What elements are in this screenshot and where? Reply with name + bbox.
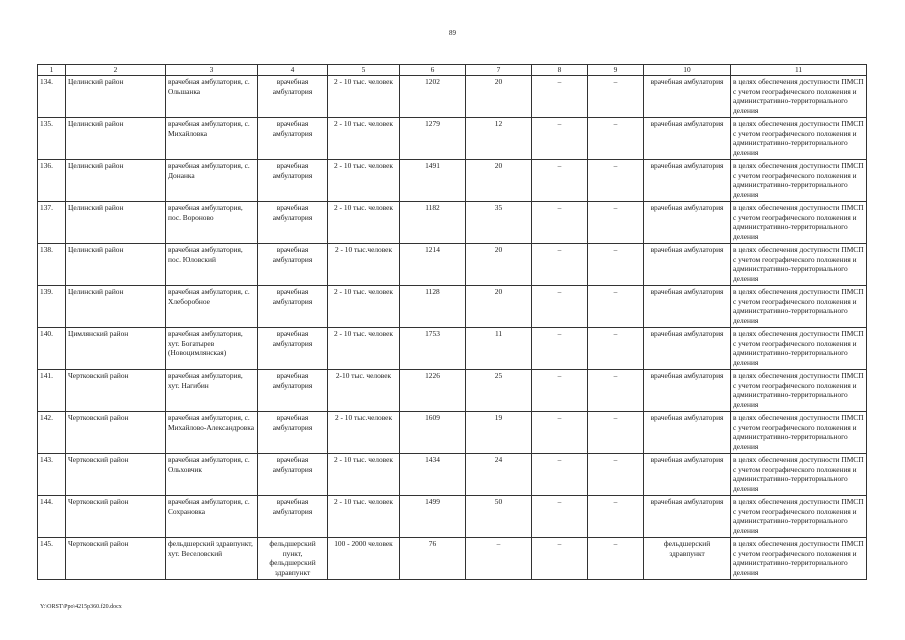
table-row <box>38 118 867 160</box>
dash-cell: – <box>588 244 644 286</box>
value-cell: 20 <box>466 160 532 202</box>
row-number: 142. <box>38 412 66 454</box>
row-number: 136. <box>38 160 66 202</box>
column-header: 9 <box>588 65 644 76</box>
facility-type-cell: врачебная амбулатория <box>258 244 328 286</box>
facility-type-cell: врачебная амбулатория <box>258 160 328 202</box>
dash-cell: – <box>588 454 644 496</box>
dash-cell: – <box>532 412 588 454</box>
row-number: 144. <box>38 496 66 538</box>
justification-cell: в целях обеспечения доступности ПМСП с учетом географического положения и административно-территориального деления <box>731 370 867 412</box>
facility-cell: врачебная амбулатория, с. Ольховчик <box>166 454 258 496</box>
facility-type-cell: врачебная амбулатория <box>258 454 328 496</box>
value-cell: 76 <box>400 538 466 580</box>
facility-cell: фельдшерский здравпункт, хут. Веселовский <box>166 538 258 580</box>
facility-cell: врачебная амбулатория, с. Ольшанка <box>166 76 258 118</box>
district-cell: Чертковский район <box>66 412 166 454</box>
justification-cell: в целях обеспечения доступности ПМСП с учетом географического положения и административно-территориального деления <box>731 328 867 370</box>
dash-cell: – <box>588 328 644 370</box>
value-cell: 11 <box>466 328 532 370</box>
facility-cell: врачебная амбулатория, с. Сохрановка <box>166 496 258 538</box>
district-cell: Чертковский район <box>66 370 166 412</box>
population-cell: 2 - 10 тыс. человек <box>328 454 400 496</box>
district-cell: Целинский район <box>66 76 166 118</box>
facility-cell: врачебная амбулатория, пос. Юловский <box>166 244 258 286</box>
dash-cell: – <box>588 496 644 538</box>
row-number: 138. <box>38 244 66 286</box>
table-row <box>38 538 867 580</box>
dash-cell: – <box>532 118 588 160</box>
target-type-cell: фельдшерский здравпункт <box>644 538 731 580</box>
facility-cell: врачебная амбулатория, с. Хлеборобное <box>166 286 258 328</box>
value-cell: 12 <box>466 118 532 160</box>
table-row <box>38 370 867 412</box>
row-number: 141. <box>38 370 66 412</box>
district-cell: Целинский район <box>66 286 166 328</box>
facilities-table <box>37 64 867 580</box>
column-header: 7 <box>466 65 532 76</box>
value-cell: 1753 <box>400 328 466 370</box>
value-cell: 1499 <box>400 496 466 538</box>
justification-cell: в целях обеспечения доступности ПМСП с учетом географического положения и административно-территориального деления <box>731 118 867 160</box>
value-cell: 50 <box>466 496 532 538</box>
target-type-cell: врачебная амбулатория <box>644 496 731 538</box>
column-header: 1 <box>38 65 66 76</box>
value-cell: 20 <box>466 286 532 328</box>
value-cell: 19 <box>466 412 532 454</box>
facility-cell: врачебная амбулатория, с. Михайлово-Александровка <box>166 412 258 454</box>
justification-cell: в целях обеспечения доступности ПМСП с учетом географического положения и административно-территориального деления <box>731 76 867 118</box>
district-cell: Цимлянский район <box>66 328 166 370</box>
dash-cell: – <box>532 454 588 496</box>
column-header: 8 <box>532 65 588 76</box>
dash-cell: – <box>588 538 644 580</box>
district-cell: Чертковский район <box>66 538 166 580</box>
dash-cell: – <box>532 202 588 244</box>
justification-cell: в целях обеспечения доступности ПМСП с учетом географического положения и административно-территориального деления <box>731 244 867 286</box>
population-cell: 2-10 тыс. человек <box>328 370 400 412</box>
row-number: 145. <box>38 538 66 580</box>
facility-cell: врачебная амбулатория, с. Донанка <box>166 160 258 202</box>
facility-type-cell: врачебная амбулатория <box>258 328 328 370</box>
population-cell: 2 - 10 тыс.человек <box>328 412 400 454</box>
column-header: 4 <box>258 65 328 76</box>
dash-cell: – <box>588 118 644 160</box>
dash-cell: – <box>588 286 644 328</box>
dash-cell: – <box>588 412 644 454</box>
population-cell: 2 - 10 тыс. человек <box>328 496 400 538</box>
population-cell: 100 - 2000 человек <box>328 538 400 580</box>
dash-cell: – <box>588 76 644 118</box>
table-row <box>38 454 867 496</box>
column-header: 6 <box>400 65 466 76</box>
table-row <box>38 412 867 454</box>
table-row <box>38 202 867 244</box>
facility-type-cell: врачебная амбулатория <box>258 202 328 244</box>
dash-cell: – <box>532 538 588 580</box>
facility-type-cell: врачебная амбулатория <box>258 496 328 538</box>
facility-type-cell: врачебная амбулатория <box>258 118 328 160</box>
facility-cell: врачебная амбулатория, хут. Богатырев (Новоцимлянская) <box>166 328 258 370</box>
column-number-row <box>38 65 867 76</box>
dash-cell: – <box>532 76 588 118</box>
target-type-cell: врачебная амбулатория <box>644 76 731 118</box>
table-row <box>38 496 867 538</box>
table-row <box>38 328 867 370</box>
target-type-cell: врачебная амбулатория <box>644 454 731 496</box>
row-number: 140. <box>38 328 66 370</box>
value-cell: 1491 <box>400 160 466 202</box>
column-header: 10 <box>644 65 731 76</box>
column-header: 5 <box>328 65 400 76</box>
justification-cell: в целях обеспечения доступности ПМСП с учетом географического положения и административно-территориального деления <box>731 454 867 496</box>
population-cell: 2 - 10 тыс.человек <box>328 244 400 286</box>
facility-type-cell: врачебная амбулатория <box>258 370 328 412</box>
dash-cell: – <box>588 370 644 412</box>
value-cell: – <box>466 538 532 580</box>
facility-cell: врачебная амбулатория, пос. Вороново <box>166 202 258 244</box>
row-number: 143. <box>38 454 66 496</box>
population-cell: 2 - 10 тыс. человек <box>328 76 400 118</box>
target-type-cell: врачебная амбулатория <box>644 118 731 160</box>
row-number: 137. <box>38 202 66 244</box>
value-cell: 24 <box>466 454 532 496</box>
column-header: 2 <box>66 65 166 76</box>
file-path-footer: Y:\ORST\Ppo\4215p360.f20.docx <box>40 604 122 610</box>
population-cell: 2 - 10 тыс. человек <box>328 160 400 202</box>
target-type-cell: врачебная амбулатория <box>644 370 731 412</box>
value-cell: 1609 <box>400 412 466 454</box>
table-row <box>38 244 867 286</box>
value-cell: 35 <box>466 202 532 244</box>
value-cell: 25 <box>466 370 532 412</box>
value-cell: 1182 <box>400 202 466 244</box>
facility-type-cell: врачебная амбулатория <box>258 286 328 328</box>
facility-type-cell: врачебная амбулатория <box>258 76 328 118</box>
row-number: 135. <box>38 118 66 160</box>
dash-cell: – <box>588 202 644 244</box>
value-cell: 20 <box>466 244 532 286</box>
population-cell: 2 - 10 тыс. человек <box>328 286 400 328</box>
justification-cell: в целях обеспечения доступности ПМСП с учетом географического положения и административно-территориального деления <box>731 160 867 202</box>
dash-cell: – <box>532 160 588 202</box>
justification-cell: в целях обеспечения доступности ПМСП с учетом географического положения и административно-территориального деления <box>731 202 867 244</box>
dash-cell: – <box>532 370 588 412</box>
district-cell: Чертковский район <box>66 454 166 496</box>
target-type-cell: врачебная амбулатория <box>644 286 731 328</box>
page-number: 89 <box>449 29 456 37</box>
justification-cell: в целях обеспечения доступности ПМСП с учетом географического положения и административно-территориального деления <box>731 412 867 454</box>
target-type-cell: врачебная амбулатория <box>644 160 731 202</box>
target-type-cell: врачебная амбулатория <box>644 244 731 286</box>
value-cell: 1279 <box>400 118 466 160</box>
value-cell: 1202 <box>400 76 466 118</box>
value-cell: 1434 <box>400 454 466 496</box>
target-type-cell: врачебная амбулатория <box>644 328 731 370</box>
facility-cell: врачебная амбулатория, хут. Нагибин <box>166 370 258 412</box>
value-cell: 20 <box>466 76 532 118</box>
table-row <box>38 160 867 202</box>
dash-cell: – <box>532 328 588 370</box>
district-cell: Чертковский район <box>66 496 166 538</box>
justification-cell: в целях обеспечения доступности ПМСП с учетом географического положения и административно-территориального деления <box>731 286 867 328</box>
table-row <box>38 286 867 328</box>
facility-cell: врачебная амбулатория, с. Михайловка <box>166 118 258 160</box>
district-cell: Целинский район <box>66 118 166 160</box>
justification-cell: в целях обеспечения доступности ПМСП с учетом географического положения и административно-территориального деления <box>731 496 867 538</box>
dash-cell: – <box>588 160 644 202</box>
row-number: 139. <box>38 286 66 328</box>
population-cell: 2 - 10 тыс. человек <box>328 118 400 160</box>
target-type-cell: врачебная амбулатория <box>644 412 731 454</box>
table-row <box>38 76 867 118</box>
district-cell: Целинский район <box>66 160 166 202</box>
target-type-cell: врачебная амбулатория <box>644 202 731 244</box>
column-header: 3 <box>166 65 258 76</box>
row-number: 134. <box>38 76 66 118</box>
district-cell: Целинский район <box>66 244 166 286</box>
value-cell: 1226 <box>400 370 466 412</box>
population-cell: 2 - 10 тыс. человек <box>328 202 400 244</box>
district-cell: Целинский район <box>66 202 166 244</box>
facility-type-cell: фельдшерский пункт, фельдшерский здравпункт <box>258 538 328 580</box>
population-cell: 2 - 10 тыс. человек <box>328 328 400 370</box>
column-header: 11 <box>731 65 867 76</box>
dash-cell: – <box>532 286 588 328</box>
dash-cell: – <box>532 244 588 286</box>
value-cell: 1214 <box>400 244 466 286</box>
dash-cell: – <box>532 496 588 538</box>
value-cell: 1128 <box>400 286 466 328</box>
justification-cell: в целях обеспечения доступности ПМСП с учетом географического положения и административно-территориального деления <box>731 538 867 580</box>
facility-type-cell: врачебная амбулатория <box>258 412 328 454</box>
